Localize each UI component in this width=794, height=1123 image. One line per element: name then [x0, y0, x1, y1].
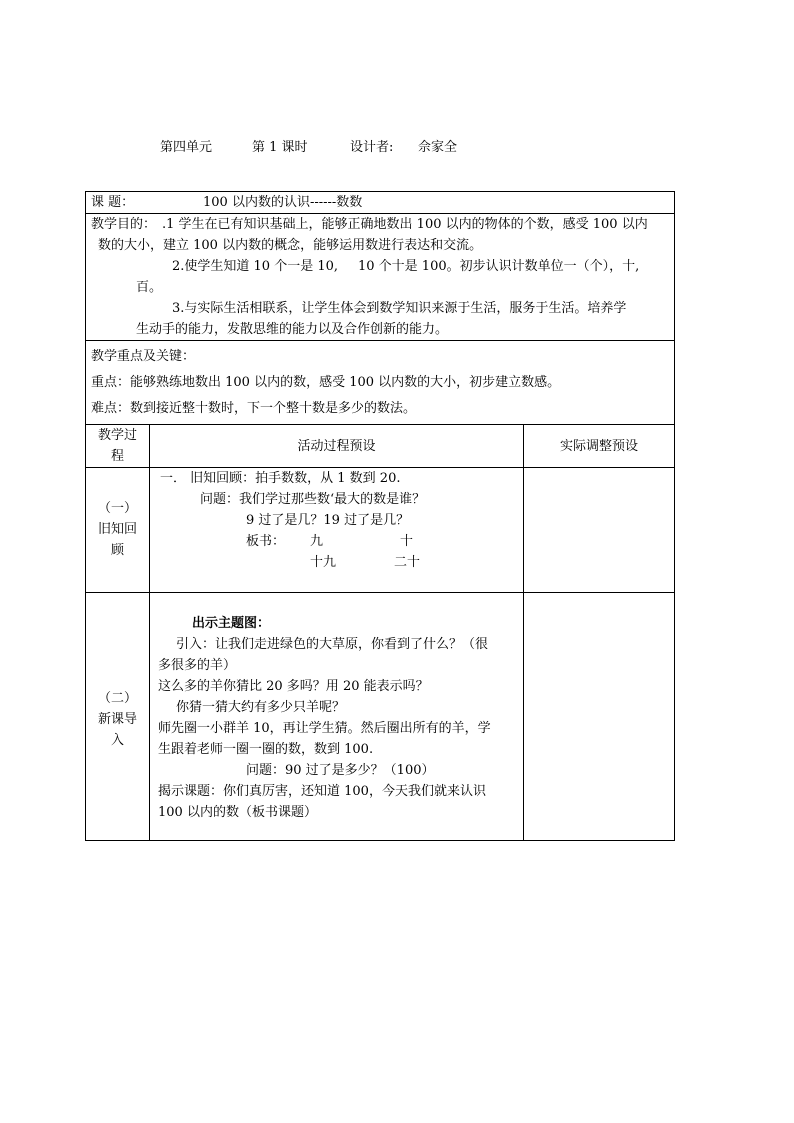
board-item: 二十 [394, 555, 421, 570]
lesson-plan-table [85, 191, 675, 841]
activity-line: 引入：让我们走进绿色的大草原，你看到了什么？（很 [176, 637, 489, 652]
activity-line: 师先圈一小群羊 10，再让学生猜。然后圈出所有的羊，学 [158, 721, 491, 736]
section1-activity [150, 468, 524, 593]
lesson-label: 第 1 课时 [252, 140, 308, 155]
section2-label [86, 593, 150, 841]
difficulty-text: 难点：数到接近整十数时，下一个整十数是多少的数法。 [91, 401, 417, 416]
section1-adjust [524, 468, 675, 593]
designer-label: 设计者: [350, 140, 394, 155]
activity-line: 生跟着老师一圈一圈的数，数到 100. [158, 742, 374, 757]
designer-name: 佘家全 [418, 140, 458, 155]
section-label-line: 旧知回 [97, 522, 137, 537]
activity-line: 问题：我们学过那些数‘最大的数是谁？ [200, 492, 426, 507]
adjust-header: 实际调整预设 [524, 425, 675, 468]
topic-label: 课 题： [91, 195, 135, 210]
section-label-line: 入 [110, 733, 124, 748]
key-points-row [86, 341, 675, 425]
section-label-line: 新课导 [97, 712, 137, 727]
objectives-row [86, 214, 675, 341]
topic-value: 100 以内数的认识------数数 [203, 195, 363, 210]
board-label: 板书： [246, 534, 286, 549]
section-label-line: 顾 [110, 543, 124, 558]
key-points-cell [86, 341, 675, 425]
objective-line: 2.使学生知道 10 个一是 10, [172, 259, 339, 274]
column-header-row [86, 425, 675, 468]
objective-line: 10 个十是 100。初步认识计数单位一（个），十, [358, 259, 640, 274]
board-item: 十 [400, 534, 414, 549]
activity-line: 100 以内的数（板书课题） [158, 805, 317, 820]
activity-line: 揭示课题：你们真厉害，还知道 100，今天我们就来认识 [158, 784, 486, 799]
activity-line: 这么多的羊你猜比 20 多吗？用 20 能表示吗？ [158, 679, 429, 694]
objective-line: 百。 [136, 280, 163, 295]
unit-label: 第四单元 [160, 140, 213, 155]
objective-line: 生动手的能力，发散思维的能力以及合作创新的能力。 [136, 322, 449, 337]
objective-line: .1 学生在已有知识基础上，能够正确地数出 100 以内的物体的个数，感受 100 以内 [162, 217, 648, 232]
topic-cell [86, 192, 675, 214]
process-header-line: 程 [110, 449, 124, 464]
process-header-line: 教学过 [97, 428, 137, 443]
process-header [86, 425, 150, 468]
section2-row [86, 593, 675, 841]
key-points-title: 教学重点及关键： [91, 349, 196, 364]
focus-text: 重点：能够熟练地数出 100 以内的数，感受 100 以内数的大小，初步建立数感。 [91, 375, 561, 390]
objectives-cell [86, 214, 675, 341]
activity-line: 多很多的羊） [158, 658, 237, 673]
section2-activity [150, 593, 524, 841]
board-item: 九 [310, 534, 324, 549]
section1-label [86, 468, 150, 593]
section2-title: 出示主题图： [192, 616, 271, 631]
objective-line: 3.与实际生活相联系，让学生体会到数学知识来源于生活，服务于生活。培养学 [172, 301, 627, 316]
activity-line: 9 过了是几？19 过了是几？ [246, 513, 410, 528]
activity-line: 一． 旧知回顾：拍手数数，从 1 数到 20. [160, 471, 401, 486]
section2-adjust [524, 593, 675, 841]
activity-header: 活动过程预设 [150, 425, 524, 468]
topic-row [86, 192, 675, 214]
objectives-label: 教学目的： [91, 217, 157, 232]
board-item: 十九 [310, 555, 337, 570]
section-label-line: （一） [97, 501, 137, 516]
activity-line: 问题：90 过了是多少？（100） [246, 763, 435, 778]
section-label-line: （二） [97, 691, 137, 706]
activity-line: 你猜一猜大约有多少只羊呢？ [176, 700, 346, 715]
section1-row [86, 468, 675, 593]
objective-line: 数的大小，建立 100 以内数的概念，能够运用数进行表达和交流。 [98, 238, 483, 253]
